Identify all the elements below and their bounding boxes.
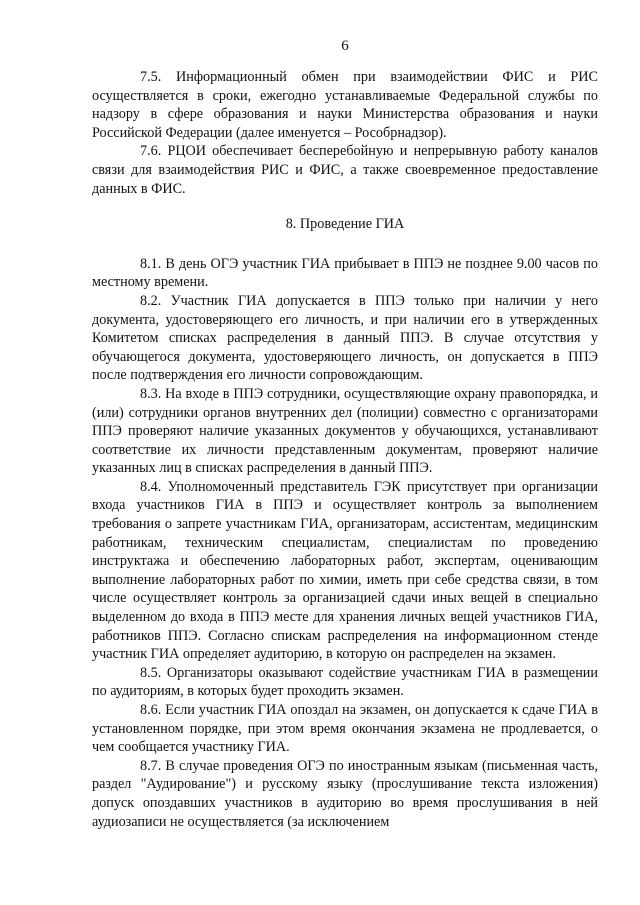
- paragraph-8-5: 8.5. Организаторы оказывают содействие участникам ГИА в размещении по аудиториям, в которых будет проходить экзамен.: [92, 664, 598, 700]
- paragraph-8-6: 8.6. Если участник ГИА опоздал на экзамен, он допускается к сдаче ГИА в установленном порядке, при этом время окончания экзамена не продлевается, о чем сообщается участнику ГИА.: [92, 702, 598, 756]
- page-number: 6: [341, 38, 349, 54]
- paragraph-8-7: 8.7. В случае проведения ОГЭ по иностранным языкам (письменная часть, раздел "Аудирование") и русскому языку (прослушивание текста изложения) допуск опоздавших участников в аудиторию во время прослушивания в ней аудиозаписи не осуществляется (за исключением: [92, 757, 598, 830]
- document-page: [92, 36, 598, 831]
- paragraph-8-3: 8.3. На входе в ППЭ сотрудники, осуществляющие охрану правопорядка, и (или) сотрудники органов внутренних дел (полиции) совместно с организаторами ППЭ проверяют наличие указанных документов у обучающихся, устанавливают соответствие их личности представленным документам, проверяют наличие указанных лиц в списках распределения в данный ППЭ.: [92, 385, 598, 477]
- paragraph-8-2: 8.2. Участник ГИА допускается в ППЭ только при наличии у него документа, удостоверяющего его личность, и при наличии его в утвержденных Комитетом списках распределения в данный ППЭ. В случае отсутствия у обучающегося документа, удостоверяющего личность, он допускается в ППЭ после подтверждения его личности сопровождающим.: [92, 292, 598, 384]
- section-8-body: [92, 255, 598, 831]
- section-8-heading: 8. Проведение ГИА: [285, 216, 405, 233]
- paragraph-8-4: 8.4. Уполномоченный представитель ГЭК присутствует при организации входа участников ГИА в ППЭ и осуществляет контроль за выполнением требования о запрете участникам ГИА, организаторам, ассистентам, медицинским работникам, техническим специалистам, специалистам по проведению инструктажа и обеспечению лабораторных работ, экспертам, оценивающим выполнение лабораторных работ по химии, иметь при себе средства связи, в том числе осуществляет контроль за организацией сдачи иных вещей в специально выделенном до входа в ППЭ месте для хранения личных вещей участников ГИА, работников ППЭ. Согласно спискам распределения на информационном стенде участник ГИА определяет аудиторию, в которую он распределен на экзамен.: [92, 478, 598, 663]
- section-7-body: [92, 68, 598, 198]
- paragraph-7-5: 7.5. Информационный обмен при взаимодействии ФИС и РИС осуществляется в сроки, ежегодно устанавливаемые Федеральной службы по надзору в сфере образования и науки Министерства образования и науки Российской Федерации (далее именуется – Рособрнадзор).: [92, 69, 598, 141]
- paragraph-7-6: 7.6. РЦОИ обеспечивает бесперебойную и непрерывную работу каналов связи для взаимодействия РИС и ФИС, а также своевременное предоставление данных в ФИС.: [92, 143, 598, 197]
- paragraph-8-1: 8.1. В день ОГЭ участник ГИА прибывает в ППЭ не позднее 9.00 часов по местному времени.: [92, 255, 598, 291]
